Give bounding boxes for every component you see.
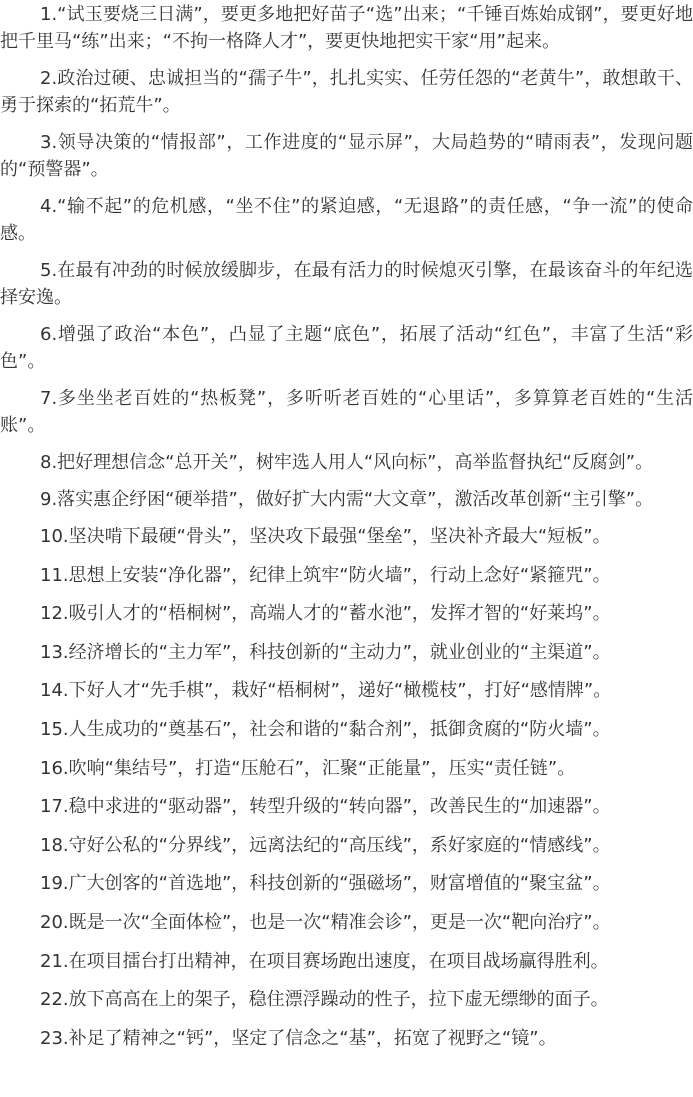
paragraph-4: 4.“输不起”的危机感，“坐不住”的紧迫感，“无退路”的责任感，“争一流”的使命感。 bbox=[0, 196, 693, 244]
paragraph-1: 1.“试玉要烧三日满”，要更多地把好苗子“选”出来；“千锤百炼始成钢”，要更好地把千里马“练”出来；“不拘一格降人才”，要更快地把实干家“用”起来。 bbox=[0, 4, 693, 52]
paragraph-17: 17.稳中求进的“驱动器”，转型升级的“转向器”，改善民生的“加速器”。 bbox=[40, 796, 611, 818]
paragraph-18: 18.守好公私的“分界线”，远离法纪的“高压线”，系好家庭的“情感线”。 bbox=[40, 834, 611, 856]
paragraph-3: 3.领导决策的“情报部”，工作进度的“显示屏”，大局趋势的“晴雨表”，发现问题的“预警器”。 bbox=[0, 132, 693, 180]
paragraph-11: 11.思想上安装“净化器”，纪律上筑牢“防火墙”，行动上念好“紧箍咒”。 bbox=[40, 564, 611, 586]
paragraph-13: 13.经济增长的“主力军”，科技创新的“主动力”，就业创业的“主渠道”。 bbox=[40, 641, 611, 663]
paragraph-21: 21.在项目擂台打出精神，在项目赛场跑出速度，在项目战场赢得胜利。 bbox=[40, 950, 609, 972]
paragraph-7: 7.多坐坐老百姓的“热板凳”，多听听老百姓的“心里话”，多算算老百姓的“生活账”。 bbox=[0, 388, 693, 436]
paragraph-9: 9.落实惠企纾困“硬举措”，做好扩大内需“大文章”，激活改革创新“主引擎”。 bbox=[40, 489, 654, 510]
paragraph-5: 5.在最有冲劲的时候放缓脚步，在最有活力的时候熄灭引擎，在最该奋斗的年纪选择安逸。 bbox=[0, 260, 693, 308]
paragraph-16: 16.吹响“集结号”，打造“压舱石”，汇聚“正能量”，压实“责任链”。 bbox=[40, 757, 576, 779]
paragraph-20: 20.既是一次“全面体检”，也是一次“精准会诊”，更是一次“靶向治疗”。 bbox=[40, 911, 611, 933]
paragraph-10: 10.坚决啃下最硬“骨头”，坚决攻下最强“堡垒”，坚决补齐最大“短板”。 bbox=[40, 526, 611, 547]
paragraph-6: 6.增强了政治“本色”，凸显了主题“底色”，拓展了活动“红色”，丰富了生活“彩色”。 bbox=[0, 324, 693, 372]
document-body bbox=[0, 1, 693, 1063]
paragraph-8: 8.把好理想信念“总开关”，树牢选人用人“风向标”，高举监督执纪“反腐剑”。 bbox=[40, 452, 654, 473]
paragraph-15: 15.人生成功的“奠基石”，社会和谐的“黏合剂”，抵御贪腐的“防火墙”。 bbox=[40, 718, 611, 740]
paragraph-12: 12.吸引人才的“梧桐树”，高端人才的“蓄水池”，发挥才智的“好莱坞”。 bbox=[40, 603, 611, 625]
paragraph-19: 19.广大创客的“首选地”，科技创新的“强磁场”，财富增值的“聚宝盆”。 bbox=[40, 873, 611, 895]
paragraph-14: 14.下好人才“先手棋”，栽好“梧桐树”，递好“橄榄枝”，打好“感情牌”。 bbox=[40, 680, 612, 702]
paragraph-22: 22.放下高高在上的架子，稳住漂浮躁动的性子，拉下虚无缥缈的面子。 bbox=[40, 989, 609, 1011]
paragraph-23: 23.补足了精神之“钙”，坚定了信念之“基”，拓宽了视野之“镜”。 bbox=[40, 1027, 557, 1049]
paragraph-2: 2.政治过硬、忠诚担当的“孺子牛”，扎扎实实、任劳任怨的“老黄牛”，敢想敢干、勇于探索的“拓荒牛”。 bbox=[0, 68, 693, 116]
